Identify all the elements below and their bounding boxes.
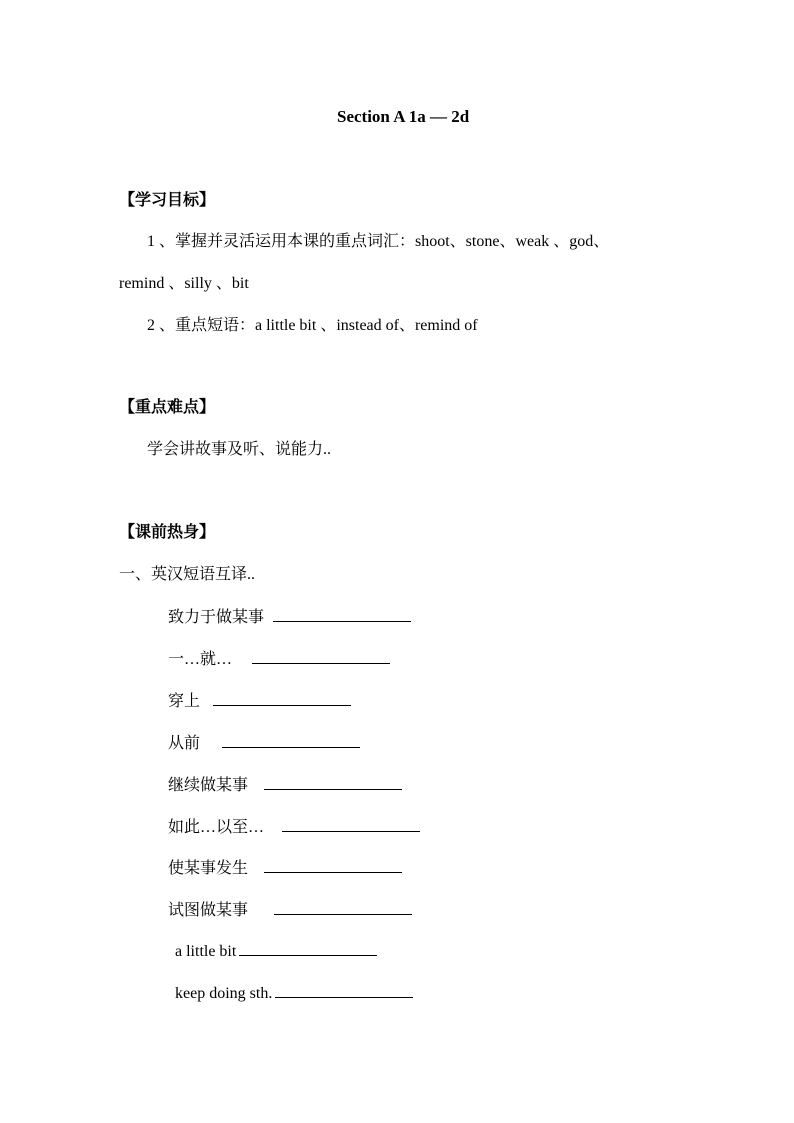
- phrase-item: [168, 816, 420, 838]
- answer-blank[interactable]: [274, 899, 412, 915]
- phrase-item: [175, 982, 413, 1004]
- answer-blank[interactable]: [282, 816, 420, 832]
- phrase-label: 一…就…: [168, 651, 233, 668]
- objectives-heading: 【学习目标】: [119, 192, 216, 209]
- phrase-label: keep doing sth.: [175, 985, 273, 1002]
- key-points-heading: 【重点难点】: [119, 399, 216, 416]
- phrase-item: [175, 940, 377, 962]
- answer-blank[interactable]: [239, 940, 377, 956]
- phrase-item: [168, 732, 360, 754]
- objective-1-line-2: remind 、silly 、bit: [119, 275, 249, 292]
- key-points-text: 学会讲故事及听、说能力..: [147, 441, 332, 458]
- phrase-label: 致力于做某事: [168, 609, 265, 626]
- objective-1-line-1: 1 、掌握并灵活运用本课的重点词汇：shoot、stone、weak 、god、: [147, 233, 610, 250]
- phrase-label: a little bit: [175, 943, 237, 960]
- phrase-label: 使某事发生: [168, 860, 249, 877]
- phrase-label: 试图做某事: [168, 902, 249, 919]
- warm-up-heading: 【课前热身】: [119, 524, 216, 541]
- answer-blank[interactable]: [273, 606, 411, 622]
- warm-up-instruction: 一、英汉短语互译..: [119, 566, 256, 583]
- answer-blank[interactable]: [264, 857, 402, 873]
- answer-blank[interactable]: [275, 982, 413, 998]
- phrase-label: 如此…以至…: [168, 819, 265, 836]
- phrase-item: [168, 774, 402, 796]
- answer-blank[interactable]: [264, 774, 402, 790]
- answer-blank[interactable]: [252, 648, 390, 664]
- page-title: Section A 1a — 2d: [337, 107, 470, 126]
- phrase-item: [168, 606, 411, 628]
- phrase-label: 继续做某事: [168, 777, 249, 794]
- phrase-item: [168, 899, 412, 921]
- phrase-item: [168, 648, 390, 670]
- phrase-label: 穿上: [168, 693, 201, 710]
- phrase-item: [168, 690, 351, 712]
- answer-blank[interactable]: [222, 732, 360, 748]
- objective-2: 2 、重点短语：a little bit 、instead of、remind of: [147, 317, 478, 334]
- answer-blank[interactable]: [213, 690, 351, 706]
- phrase-label: 从前: [168, 735, 201, 752]
- phrase-item: [168, 857, 402, 879]
